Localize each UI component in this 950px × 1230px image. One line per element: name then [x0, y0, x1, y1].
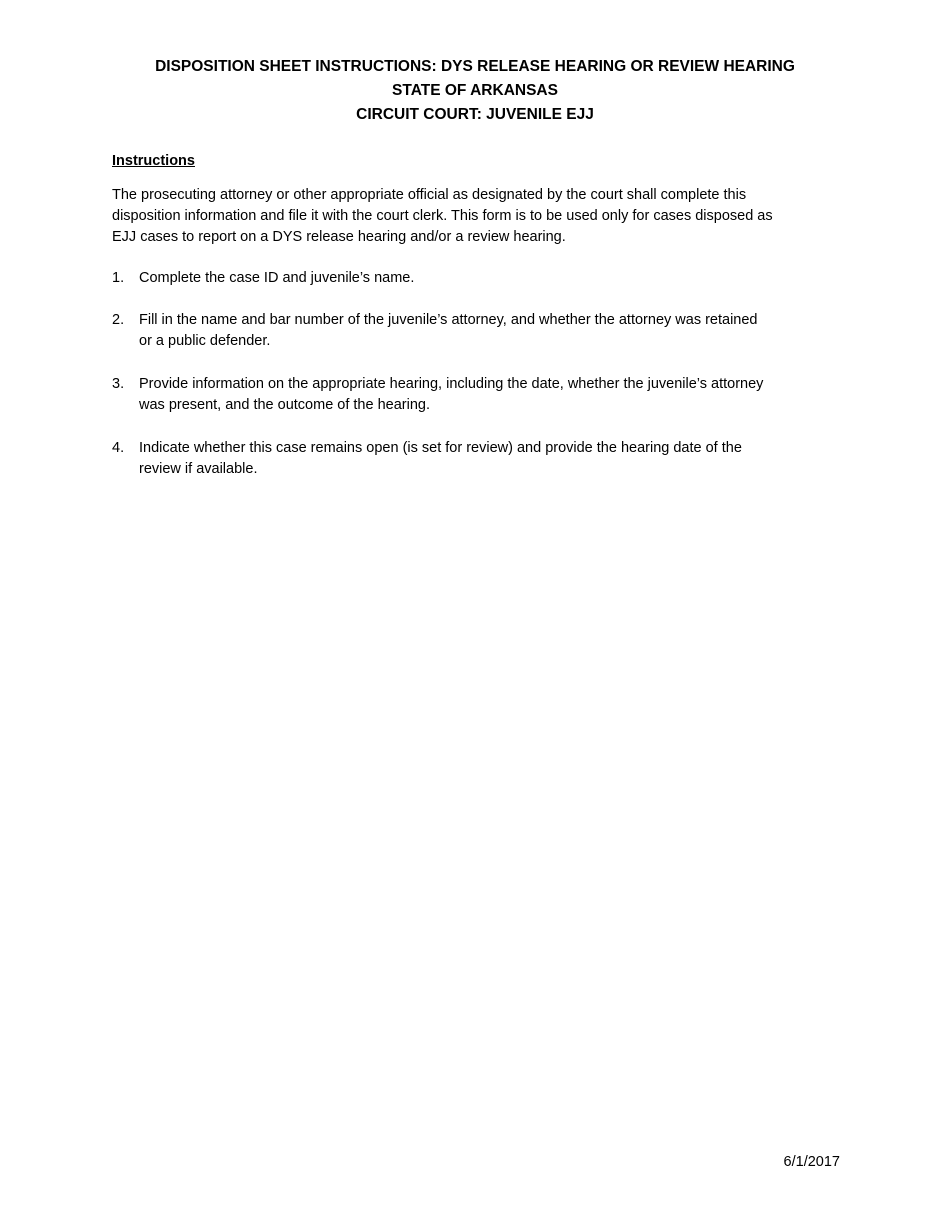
header-state: STATE OF ARKANSAS	[392, 82, 558, 99]
document-header	[0, 55, 950, 127]
intro-line: EJJ cases to report on a DYS release hearing and/or a review hearing.	[112, 229, 566, 245]
intro-line: disposition information and file it with the court clerk. This form is to be used only for cases disposed as	[112, 208, 773, 224]
list-item-line: or a public defender.	[139, 333, 271, 349]
list-item-text	[139, 268, 839, 289]
list-item-line: Fill in the name and bar number of the juvenile’s attorney, and whether the attorney was retained	[139, 312, 758, 328]
list-item-line: was present, and the outcome of the hearing.	[139, 397, 430, 413]
list-item-line: Complete the case ID and juvenile’s name.	[139, 270, 415, 286]
list-item-text	[139, 310, 839, 352]
list-item-line: Provide information on the appropriate hearing, including the date, whether the juvenile’s attorney	[139, 376, 764, 392]
list-item-number: 3.	[112, 376, 125, 392]
intro-line: The prosecuting attorney or other appropriate official as designated by the court shall complete this	[112, 187, 747, 203]
list-item-number: 4.	[112, 440, 125, 456]
list-item-line: review if available.	[139, 461, 258, 477]
footer-date: 6/1/2017	[783, 1154, 840, 1170]
list-item-number: 1.	[112, 270, 125, 286]
list-item-number: 2.	[112, 312, 125, 328]
header-title: DISPOSITION SHEET INSTRUCTIONS: DYS RELEASE HEARING OR REVIEW HEARING	[155, 58, 795, 75]
instructions-intro	[112, 185, 842, 248]
list-item-line: Indicate whether this case remains open (is set for review) and provide the hearing date of the	[139, 440, 742, 456]
list-item-text	[139, 438, 839, 480]
list-item-text	[139, 374, 839, 416]
instructions-heading: Instructions	[112, 153, 195, 169]
header-court: CIRCUIT COURT: JUVENILE EJJ	[356, 106, 594, 123]
